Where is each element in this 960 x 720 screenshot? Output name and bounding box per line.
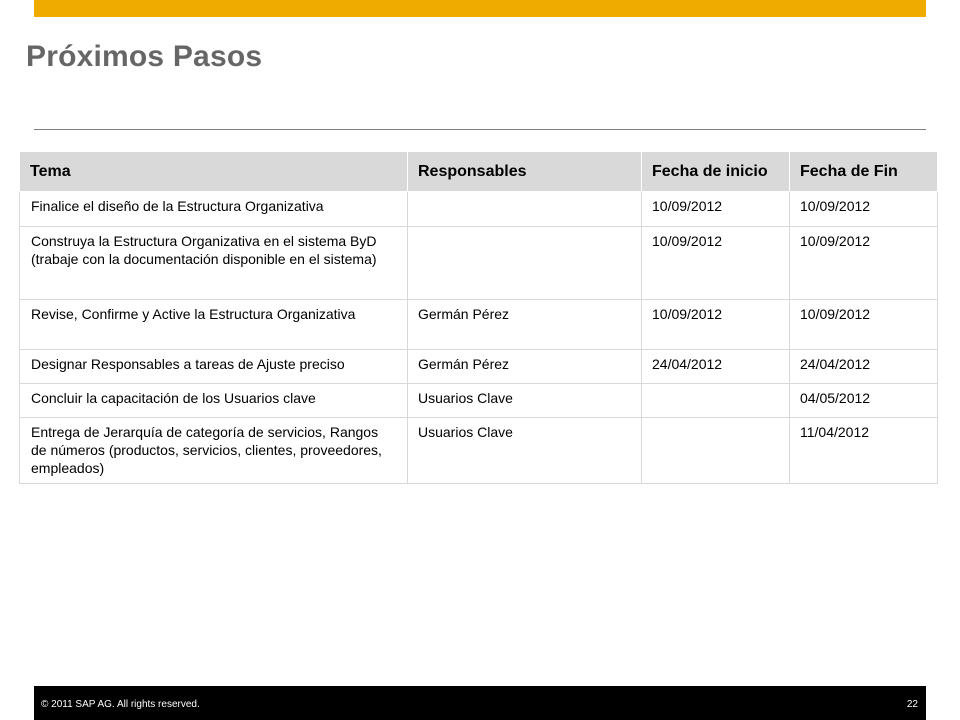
cell-fecha-inicio: [642, 384, 790, 418]
header-tema: Tema: [20, 152, 408, 192]
slide-title: Próximos Pasos: [26, 40, 263, 73]
cell-responsables: Germán Pérez: [408, 300, 642, 350]
cell-tema: Revise, Confirme y Active la Estructura Organizativa: [20, 300, 408, 350]
cell-responsables: [408, 192, 642, 227]
table-row: [20, 227, 938, 300]
cell-tema: Entrega de Jerarquía de categoría de servicios, Rangos de números (productos, servicios, clientes, proveedores, empleados): [20, 418, 408, 484]
title-divider: [34, 129, 926, 130]
cell-fecha-inicio: [642, 418, 790, 484]
cell-fecha-inicio: 24/04/2012: [642, 350, 790, 384]
table-row: [20, 418, 938, 484]
cell-fecha-inicio: 10/09/2012: [642, 227, 790, 300]
cell-fecha-fin: 10/09/2012: [790, 300, 938, 350]
cell-tema: Concluir la capacitación de los Usuarios clave: [20, 384, 408, 418]
cell-fecha-fin: 10/09/2012: [790, 227, 938, 300]
cell-tema: Construya la Estructura Organizativa en el sistema ByD (trabaje con la documentación disponible en el sistema): [20, 227, 408, 300]
table-header-row: [20, 152, 938, 192]
header-fecha-inicio: Fecha de inicio: [642, 152, 790, 192]
table-row: [20, 300, 938, 350]
next-steps-table: [19, 151, 938, 484]
cell-responsables: [408, 227, 642, 300]
cell-fecha-inicio: 10/09/2012: [642, 300, 790, 350]
cell-fecha-fin: 10/09/2012: [790, 192, 938, 227]
header-fecha-fin: Fecha de Fin: [790, 152, 938, 192]
top-accent-bar: [34, 0, 926, 17]
table-row: [20, 350, 938, 384]
cell-responsables: Usuarios Clave: [408, 418, 642, 484]
copyright-notice: © 2011 SAP AG. All rights reserved.: [41, 699, 200, 710]
cell-tema: Designar Responsables a tareas de Ajuste preciso: [20, 350, 408, 384]
cell-fecha-fin: 04/05/2012: [790, 384, 938, 418]
table-row: [20, 384, 938, 418]
cell-responsables: Germán Pérez: [408, 350, 642, 384]
footer-bar: [34, 686, 926, 720]
cell-responsables: Usuarios Clave: [408, 384, 642, 418]
cell-fecha-fin: 11/04/2012: [790, 418, 938, 484]
cell-tema: Finalice el diseño de la Estructura Organizativa: [20, 192, 408, 227]
header-responsables: Responsables: [408, 152, 642, 192]
cell-fecha-fin: 24/04/2012: [790, 350, 938, 384]
cell-fecha-inicio: 10/09/2012: [642, 192, 790, 227]
page-number: 22: [906, 699, 918, 710]
table-row: [20, 192, 938, 227]
